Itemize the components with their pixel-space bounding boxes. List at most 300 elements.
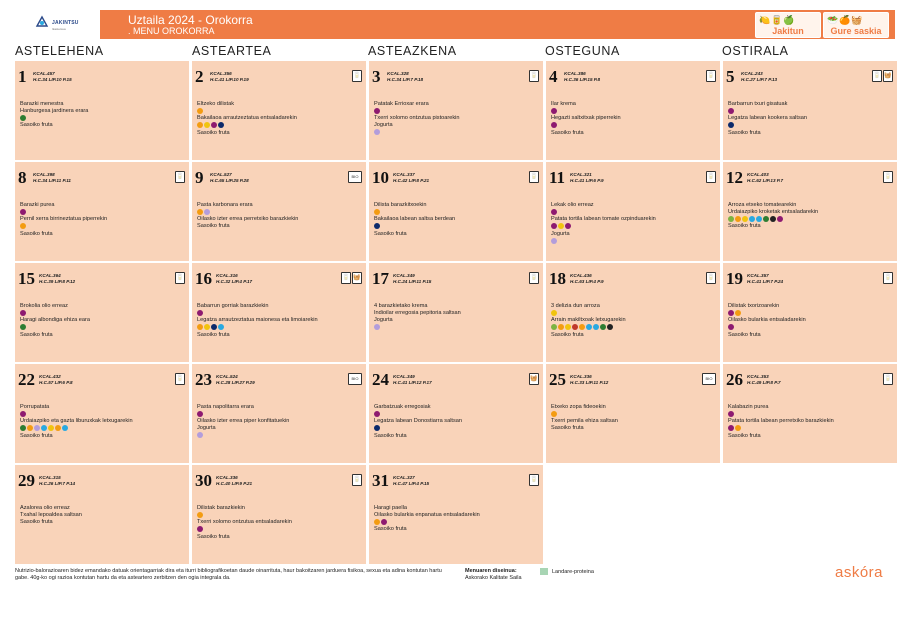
allergen-icon xyxy=(34,425,40,431)
macros-value: H.C.26 LIP.7 P.14 xyxy=(39,480,76,486)
nutrition-info xyxy=(570,374,608,385)
allergen-icon xyxy=(728,425,734,431)
dish-name: Sasoiko fruta xyxy=(551,129,584,136)
dish-name: Sasoiko fruta xyxy=(197,223,230,230)
dish-list xyxy=(197,505,363,541)
program-badges xyxy=(755,12,889,37)
allergen-icons xyxy=(197,310,363,317)
menu-design-credit xyxy=(465,568,522,582)
empty-cell xyxy=(723,465,897,564)
macros-value: H.C.32 LIP.4 P.17 xyxy=(216,278,253,284)
nutrition-info xyxy=(210,172,249,183)
kcal-value: KCAL.315 xyxy=(39,475,61,480)
gure-saskia-badge xyxy=(823,12,889,38)
dish-name: Legatza labean kookera saltsan xyxy=(728,115,807,122)
dish-name: Ilar krema xyxy=(551,101,576,107)
kcal-value: KCAL.243 xyxy=(741,71,763,76)
allergen-icon xyxy=(551,310,557,316)
allergen-icons xyxy=(374,209,540,216)
macros-value: H.C.49 LIP.8 P.7 xyxy=(747,379,781,385)
nutrition-disclaimer: Nutrizio-balorazioaren bidez emandako datuak orientagarriak dira eta iturri bibliografikoetan daude oinarrituta, haur bakoitzaren jarduera fisikoa, sexua eta adina kontutan hartu gabe. 40g-ko ogi razioa kontutan hartu da eta asteartero zerbitzen den ogia integrala da. xyxy=(15,568,442,581)
allergen-icons xyxy=(551,209,717,216)
basket-icon: 🧺 xyxy=(352,272,362,284)
allergen-icon xyxy=(551,223,557,229)
dish-name: Sasoiko fruta xyxy=(197,129,230,136)
macros-value: H.C.27 LIP.7 P.13 xyxy=(741,76,778,82)
day-number: 22 xyxy=(18,370,35,389)
allergen-icon xyxy=(204,209,210,215)
dish-list xyxy=(374,101,540,137)
allergen-icon xyxy=(211,122,217,128)
allergen-icon xyxy=(551,238,557,244)
dish-name: 3 delizia dun arroza xyxy=(551,303,600,309)
dish-name: Jogurta xyxy=(197,425,216,432)
dish-name: Sasoiko fruta xyxy=(374,230,407,237)
allergen-icon xyxy=(20,425,26,431)
nutrition-info xyxy=(33,71,72,82)
dish-name: Sasoiko fruta xyxy=(374,432,407,439)
dish-list xyxy=(728,303,894,339)
milk-icon: 🥛 xyxy=(341,272,351,284)
allergen-icons xyxy=(728,122,894,129)
dish-name: Porrupatata xyxy=(20,404,50,410)
dish-name: Kalabazin purea xyxy=(728,404,769,410)
dish-list xyxy=(197,404,363,440)
allergen-icon xyxy=(41,425,47,431)
allergen-icon xyxy=(374,519,380,525)
allergen-icon xyxy=(579,324,585,330)
macros-value: H.C.34 LIP.10 P.15 xyxy=(33,76,72,82)
macros-value: H.C.36 LIP.15 P.8 xyxy=(564,76,601,82)
day-number: 4 xyxy=(549,67,558,86)
day-cell xyxy=(546,162,720,261)
kcal-value: KCAL.524 xyxy=(216,374,238,379)
bio-icon: BIO xyxy=(348,373,362,385)
allergen-icons xyxy=(20,223,186,230)
allergen-icons xyxy=(20,209,186,216)
dish-name: Barbarrun txuri gisatuak xyxy=(728,101,788,107)
allergen-icon xyxy=(197,324,203,330)
dish-list xyxy=(374,505,540,533)
allergen-icon xyxy=(20,411,26,417)
legend xyxy=(540,568,594,576)
header-banner xyxy=(100,10,895,39)
allergen-icon xyxy=(20,209,26,215)
day-number: 24 xyxy=(372,370,389,389)
dish-name: Sasoiko fruta xyxy=(728,223,761,230)
kcal-value: KCAL.328 xyxy=(387,71,409,76)
milk-icon: 🥛 xyxy=(706,272,716,284)
allergen-icons xyxy=(551,122,717,129)
nutrition-info xyxy=(393,475,429,486)
milk-icon: 🥛 xyxy=(529,474,539,486)
allergen-icon xyxy=(27,425,33,431)
kcal-value: KCAL.356 xyxy=(210,71,232,76)
day-cell xyxy=(192,465,366,564)
allergen-icon xyxy=(728,122,734,128)
day-number: 10 xyxy=(372,168,389,187)
allergen-icons xyxy=(551,108,717,115)
day-cell xyxy=(546,263,720,362)
allergen-icon xyxy=(551,324,557,330)
allergen-icons xyxy=(197,324,363,331)
allergen-icon xyxy=(20,115,26,121)
dish-name: Pasta napolitarra erara xyxy=(197,404,254,410)
dish-name: Arroza etxeko tomatearekin xyxy=(728,202,797,208)
dish-name: Sasoiko fruta xyxy=(374,526,407,533)
allergen-icons xyxy=(20,411,186,418)
dish-list xyxy=(197,101,363,137)
allergen-icon xyxy=(572,324,578,330)
bio-icon: BIO xyxy=(348,171,362,183)
dish-name: Legatza arrautzeztatua maionesa eta limoiarekin xyxy=(197,317,318,324)
dish-name: Patatak Errioxar erara xyxy=(374,101,429,107)
macros-value: H.C.33 LIP.11 P.12 xyxy=(570,379,609,385)
logo-subtext: Ikastetxea xyxy=(52,27,66,31)
allergen-icons xyxy=(197,526,363,533)
day-number: 2 xyxy=(195,67,204,86)
nutrition-info xyxy=(216,273,252,284)
jakitun-label: Jakitun xyxy=(772,26,804,36)
dish-name: Oilasko izter errea perretxiko barazkiekin xyxy=(197,216,299,223)
kcal-value: KCAL.364 xyxy=(39,273,61,278)
allergen-icon xyxy=(211,324,217,330)
allergen-icon xyxy=(20,310,26,316)
dish-name: Bakailaoa labean saltsa berdean xyxy=(374,216,456,223)
dish-name: Dilistak txorizoarekin xyxy=(728,303,780,309)
jakitun-badge xyxy=(755,12,821,38)
allergen-icon xyxy=(374,324,380,330)
allergen-icon xyxy=(600,324,606,330)
macros-value: H.C.39 LIP.8 P.12 xyxy=(39,278,76,284)
macros-value: H.C.41 LIP.10 P.19 xyxy=(210,76,249,82)
allergen-icon xyxy=(770,216,776,222)
day-header-thursday: OSTEGUNA xyxy=(545,44,620,58)
nutrition-info xyxy=(747,172,783,183)
dish-list xyxy=(20,303,186,339)
gure-saskia-icons: 🥗🍊🧺 xyxy=(827,15,864,25)
macros-value: H.C.62 LIP.13 P.7 xyxy=(747,177,784,183)
dish-list xyxy=(728,101,894,137)
allergen-icons xyxy=(728,310,894,317)
askora-brand-logo: askóra xyxy=(835,564,884,581)
dish-name: Etxeko zopa fideoekin xyxy=(551,404,606,410)
allergen-icon xyxy=(558,324,564,330)
design-value: Askorako Kalitate Saila xyxy=(465,574,522,581)
allergen-icons xyxy=(20,425,186,432)
allergen-icon xyxy=(374,209,380,215)
milk-icon: 🥛 xyxy=(352,474,362,486)
allergen-icon xyxy=(197,108,203,114)
allergen-icons xyxy=(374,129,540,136)
nutrition-info xyxy=(393,273,431,284)
dish-name: Hanburgesa jardinera erara xyxy=(20,108,89,115)
nutrition-info xyxy=(564,71,600,82)
milk-icon: 🥛 xyxy=(529,171,539,183)
dish-name: Eltzeko dilistak xyxy=(197,101,234,107)
allergen-icon xyxy=(374,223,380,229)
dish-name: Garbatzuak erregosiak xyxy=(374,404,431,410)
allergen-icon xyxy=(756,216,762,222)
macros-value: H.C.34 LIP.11 P.11 xyxy=(33,177,71,183)
day-number: 8 xyxy=(18,168,27,187)
milk-icon: 🥛 xyxy=(883,272,893,284)
allergen-icon xyxy=(735,310,741,316)
nutrition-info xyxy=(747,374,781,385)
allergen-icon xyxy=(62,425,68,431)
dish-name: Sasoiko fruta xyxy=(197,533,230,540)
day-cell xyxy=(15,364,189,463)
allergen-icon xyxy=(374,411,380,417)
allergen-icons xyxy=(728,324,894,331)
nutrition-info xyxy=(393,374,432,385)
menu-title: Uztaila 2024 - Orokorra xyxy=(128,13,253,27)
macros-value: H.C.40 LIP.9 P.21 xyxy=(216,480,253,486)
legend-label: Landare-proteina xyxy=(552,568,594,575)
dish-name: Sasoiko fruta xyxy=(20,331,53,338)
allergen-icons xyxy=(20,115,186,122)
macros-value: H.C.28 LIP.27 P.29 xyxy=(216,379,255,385)
day-number: 16 xyxy=(195,269,212,288)
allergen-icon xyxy=(381,519,387,525)
dish-list xyxy=(728,404,894,440)
allergen-icon xyxy=(551,108,557,114)
dish-list xyxy=(551,404,717,432)
day-cell xyxy=(15,263,189,362)
day-cell xyxy=(369,162,543,261)
day-cell xyxy=(192,263,366,362)
allergen-icons xyxy=(197,108,363,115)
allergen-icons xyxy=(728,216,894,223)
kcal-value: KCAL.386 xyxy=(564,71,586,76)
allergen-icon xyxy=(735,216,741,222)
allergen-icons xyxy=(20,310,186,317)
milk-icon: 🥛 xyxy=(175,373,185,385)
allergen-icons xyxy=(551,238,717,245)
dish-name: Azalorea olio erreaz xyxy=(20,505,70,511)
macros-value: H.C.34 LIP.7 P.18 xyxy=(387,76,424,82)
allergen-icon xyxy=(565,223,571,229)
kcal-value: KCAL.357 xyxy=(747,273,769,278)
logo-text: JAKINTSU xyxy=(52,20,79,26)
allergen-icon xyxy=(551,122,557,128)
macros-value: H.C.41 LIP.6 P.9 xyxy=(570,177,604,183)
day-number: 11 xyxy=(549,168,566,187)
dish-list xyxy=(551,202,717,245)
day-number: 15 xyxy=(18,269,35,288)
day-number: 30 xyxy=(195,471,212,490)
day-cell xyxy=(192,162,366,261)
allergen-icons xyxy=(374,411,540,418)
nutrition-info xyxy=(747,273,783,284)
kcal-value: KCAL.432 xyxy=(39,374,61,379)
day-cell xyxy=(546,364,720,463)
allergen-icon xyxy=(197,526,203,532)
gure-saskia-label: Gure saskia xyxy=(830,26,882,36)
allergen-icons xyxy=(374,324,540,331)
allergen-icons xyxy=(374,425,540,432)
nutrition-info xyxy=(216,475,252,486)
day-number: 26 xyxy=(726,370,743,389)
day-header-wednesday: ASTEAZKENA xyxy=(368,44,457,58)
allergen-icon xyxy=(197,512,203,518)
allergen-icon xyxy=(607,324,613,330)
allergen-icons xyxy=(728,411,894,418)
day-cell xyxy=(723,61,897,160)
nutrition-info xyxy=(741,71,777,82)
dish-name: Patata tortila labean perretxiko barazkiekin xyxy=(728,418,834,425)
allergen-icon xyxy=(204,324,210,330)
allergen-icon xyxy=(374,129,380,135)
dish-list xyxy=(374,202,540,238)
macros-value: H.C.41 LIP.7 P.24 xyxy=(747,278,784,284)
dish-list xyxy=(20,202,186,238)
allergen-icon xyxy=(48,425,54,431)
dish-name: Sasoiko fruta xyxy=(20,230,53,237)
day-cell xyxy=(546,61,720,160)
milk-icon: 🥛 xyxy=(529,272,539,284)
day-number: 19 xyxy=(726,269,743,288)
dish-name: Oilasko izter errea piper konfitatuekin xyxy=(197,418,290,425)
dish-list xyxy=(197,303,363,339)
dish-name: Txerri xolomo ontzutua pistoarekin xyxy=(374,115,460,122)
allergen-icon xyxy=(728,108,734,114)
allergen-icons xyxy=(728,425,894,432)
day-number: 9 xyxy=(195,168,204,187)
dish-name: Dilistak barazkiekin xyxy=(197,505,245,511)
allergen-icon xyxy=(374,108,380,114)
allergen-icons xyxy=(197,122,363,129)
allergen-icon xyxy=(197,411,203,417)
nutrition-info xyxy=(387,71,423,82)
dish-name: Dilista barazkitxoekin xyxy=(374,202,427,208)
allergen-icon xyxy=(728,216,734,222)
nutrition-info xyxy=(570,273,604,284)
allergen-icon xyxy=(20,223,26,229)
school-logo xyxy=(26,12,98,38)
allergen-icons xyxy=(197,209,363,216)
dish-name: Legatza labean Donostiarra saltsan xyxy=(374,418,463,425)
dish-name: Urdaiazpiko eta gazta liburuxkak letxugarekin xyxy=(20,418,133,425)
day-cell xyxy=(369,364,543,463)
macros-value: H.C.63 LIP.4 P.9 xyxy=(570,278,604,284)
dish-name: Barazki menestra xyxy=(20,101,64,107)
day-cell xyxy=(15,465,189,564)
day-cell xyxy=(15,61,189,160)
kcal-value: KCAL.403 xyxy=(747,172,769,177)
nutrition-info xyxy=(570,172,604,183)
allergen-icon xyxy=(586,324,592,330)
basket-icon: 🧺 xyxy=(883,70,893,82)
menu-calendar-grid xyxy=(15,61,897,566)
dish-list xyxy=(20,101,186,129)
dish-list xyxy=(197,202,363,230)
dish-name: Txahal lepoaldea saltsan xyxy=(20,512,82,519)
dish-name: Oilasko bularkia enpanatua entsaladarekin xyxy=(374,512,480,519)
day-cell xyxy=(723,263,897,362)
kcal-value: KCAL.327 xyxy=(393,475,415,480)
dish-name: Patata tortila labean tomate ozpinduarekin xyxy=(551,216,656,223)
dish-name: Jogurta xyxy=(374,122,393,129)
day-cell xyxy=(723,162,897,261)
allergen-icons xyxy=(197,411,363,418)
allergen-icon xyxy=(197,122,203,128)
allergen-icon xyxy=(551,209,557,215)
allergen-icon xyxy=(593,324,599,330)
day-number: 3 xyxy=(372,67,381,86)
allergen-icons xyxy=(551,310,717,317)
allergen-icon xyxy=(742,216,748,222)
dish-name: Arrain makiltxoak letxugarekin xyxy=(551,317,626,324)
kcal-value: KCAL.398 xyxy=(33,172,55,177)
day-number: 31 xyxy=(372,471,389,490)
milk-icon: 🥛 xyxy=(883,373,893,385)
nutrition-info xyxy=(216,374,255,385)
day-cell xyxy=(369,263,543,362)
milk-icon: 🥛 xyxy=(872,70,882,82)
allergen-icon xyxy=(728,310,734,316)
basket-icon: 🧺 xyxy=(529,373,539,385)
allergen-icon xyxy=(218,324,224,330)
dish-list xyxy=(728,202,894,230)
dish-name: Sasoiko fruta xyxy=(551,425,584,432)
dish-name: Haragi paella xyxy=(374,505,407,511)
milk-icon: 🥛 xyxy=(529,70,539,82)
kcal-value: KCAL.349 xyxy=(393,273,415,278)
allergen-icon xyxy=(197,310,203,316)
day-cell xyxy=(369,465,543,564)
allergen-icons xyxy=(374,108,540,115)
allergen-icons xyxy=(197,432,363,439)
day-cell xyxy=(723,364,897,463)
kcal-value: KCAL.336 xyxy=(570,374,592,379)
dish-list xyxy=(20,404,186,440)
dish-name: Sasoiko fruta xyxy=(20,432,53,439)
day-number: 12 xyxy=(726,168,743,187)
jakitun-icons: 🍋🥫🍏 xyxy=(759,15,796,25)
macros-value: H.C.57 LIP.6 P.8 xyxy=(39,379,73,385)
allergen-icon xyxy=(197,432,203,438)
dish-name: Oilasko bularkia entsaladarekin xyxy=(728,317,806,324)
nutrition-info xyxy=(39,475,75,486)
allergen-icon xyxy=(374,425,380,431)
dish-name: 4 barazkietako krema xyxy=(374,303,428,309)
empty-cell xyxy=(546,465,720,564)
nutrition-info xyxy=(33,172,71,183)
allergen-icon xyxy=(551,411,557,417)
day-number: 1 xyxy=(18,67,27,86)
milk-icon: 🥛 xyxy=(883,171,893,183)
kcal-value: KCAL.321 xyxy=(570,172,592,177)
nutrition-info xyxy=(210,71,249,82)
day-number: 29 xyxy=(18,471,35,490)
allergen-icon xyxy=(777,216,783,222)
allergen-icon xyxy=(218,122,224,128)
dish-name: Hegazti saltxitxak piperrekin xyxy=(551,115,621,122)
day-number: 17 xyxy=(372,269,389,288)
dish-name: Haragi albondiga ehiza eara xyxy=(20,317,90,324)
macros-value: H.C.42 LIP.8 P.21 xyxy=(393,177,430,183)
allergen-icon xyxy=(197,209,203,215)
milk-icon: 🥛 xyxy=(175,171,185,183)
dish-list xyxy=(374,303,540,331)
allergen-icons xyxy=(20,324,186,331)
allergen-icon xyxy=(735,425,741,431)
dish-list xyxy=(551,303,717,339)
macros-value: H.C.65 LIP.25 P.28 xyxy=(210,177,249,183)
dish-name: Txerri xolomo ontzutua entsaladarekin xyxy=(197,519,292,526)
kcal-value: KCAL.337 xyxy=(393,172,415,177)
